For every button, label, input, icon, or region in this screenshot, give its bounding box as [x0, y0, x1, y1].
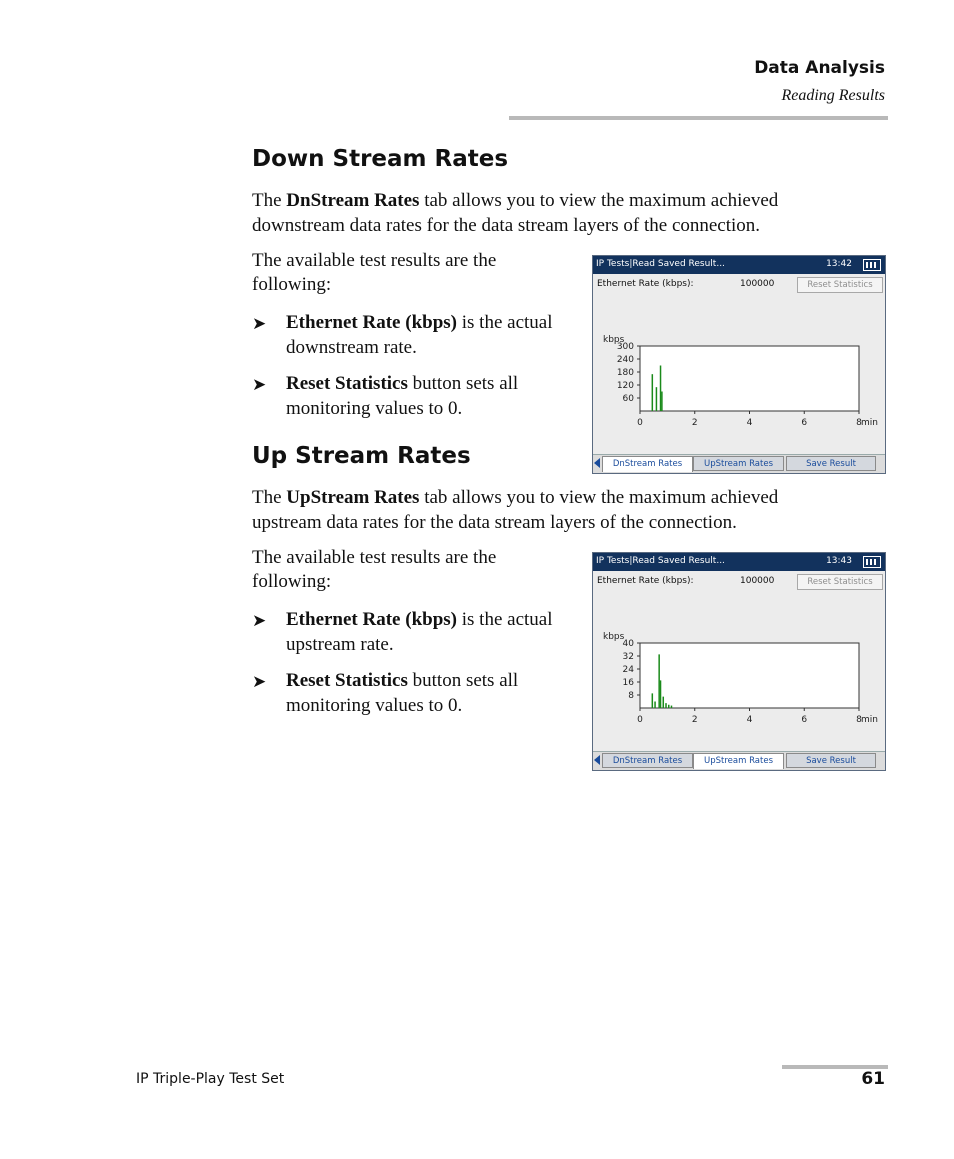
upstream-available: The available test results are the following:: [252, 547, 497, 592]
x-tick-label: 6: [801, 418, 808, 428]
y-axis-label: kbps: [603, 632, 625, 642]
y-axis-label: kbps: [603, 335, 625, 345]
battery-icon: [863, 556, 881, 568]
title-bar: [593, 553, 885, 571]
y-tick-label: 40: [622, 639, 634, 649]
downstream-available: The available test results are the following:: [252, 250, 497, 295]
y-tick-label: 300: [616, 342, 634, 352]
rate-value: 100000: [740, 576, 775, 586]
upstream-heading: Up Stream Rates: [252, 443, 471, 469]
downstream-intro: The DnStream Rates tab allows you to view the maximum achieved downstream data rates for the data stream layers of the connection.: [252, 190, 779, 236]
window-title: IP Tests|Read Saved Result...: [596, 259, 725, 269]
section-subtitle: Reading Results: [781, 87, 885, 104]
rate-value: 100000: [740, 279, 775, 289]
x-tick-label: 6: [801, 715, 808, 725]
x-tick-label: 0: [637, 418, 643, 428]
y-tick-label: 60: [622, 394, 634, 404]
y-tick-label: 8: [628, 691, 634, 701]
title-bar: [593, 256, 885, 274]
x-tick-label: 4: [746, 715, 753, 725]
tab-save-result[interactable]: Save Result: [786, 456, 876, 471]
chapter-title: Data Analysis: [754, 58, 885, 78]
header-rule: [509, 116, 888, 120]
plot-area: [640, 346, 859, 411]
rate-chart: [593, 625, 885, 735]
footer-product: IP Triple-Play Test Set: [136, 1071, 285, 1087]
upstream-screenshot: [592, 552, 886, 771]
tab-save-result[interactable]: Save Result: [786, 753, 876, 768]
x-tick-label: 8: [856, 418, 862, 428]
y-tick-label: 32: [622, 652, 634, 662]
tab-bar: [593, 751, 885, 770]
x-axis-unit: min: [861, 418, 878, 428]
reset-statistics-button[interactable]: Reset Statistics: [797, 277, 883, 293]
rate-label: Ethernet Rate (kbps):: [597, 279, 694, 289]
arrow-bullet-icon: ➤: [252, 314, 267, 333]
tab-upstream-rates[interactable]: UpStream Rates: [693, 753, 784, 769]
window-title: IP Tests|Read Saved Result...: [596, 556, 725, 566]
y-tick-label: 24: [622, 665, 634, 675]
upstream-intro: The UpStream Rates tab allows you to view the maximum achieved upstream data rates for the data stream layers of the connection.: [252, 487, 779, 533]
tab-bar: [593, 454, 885, 473]
x-tick-label: 2: [691, 418, 698, 428]
plot-area: [640, 643, 859, 708]
page-number: 61: [861, 1069, 885, 1089]
arrow-bullet-icon: ➤: [252, 611, 267, 630]
clock: 13:43: [826, 556, 852, 566]
x-tick-label: 0: [637, 715, 643, 725]
tab-dnstream-rates[interactable]: DnStream Rates: [602, 456, 693, 472]
tab-upstream-rates[interactable]: UpStream Rates: [693, 456, 784, 471]
arrow-bullet-icon: ➤: [252, 672, 267, 691]
scroll-left-icon[interactable]: [594, 458, 600, 468]
tab-dnstream-rates[interactable]: DnStream Rates: [602, 753, 693, 768]
clock: 13:42: [826, 259, 852, 269]
x-tick-label: 8: [856, 715, 862, 725]
arrow-bullet-icon: ➤: [252, 375, 267, 394]
y-tick-label: 120: [616, 381, 634, 391]
y-tick-label: 16: [622, 678, 634, 688]
rate-label: Ethernet Rate (kbps):: [597, 576, 694, 586]
x-tick-label: 2: [691, 715, 698, 725]
scroll-left-icon[interactable]: [594, 755, 600, 765]
reset-statistics-button[interactable]: Reset Statistics: [797, 574, 883, 590]
battery-icon: [863, 259, 881, 271]
x-tick-label: 4: [746, 418, 753, 428]
downstream-screenshot: [592, 255, 886, 474]
x-axis-unit: min: [861, 715, 878, 725]
downstream-heading: Down Stream Rates: [252, 146, 509, 172]
rate-chart: [593, 328, 885, 438]
y-tick-label: 180: [616, 368, 634, 378]
y-tick-label: 240: [616, 355, 634, 365]
